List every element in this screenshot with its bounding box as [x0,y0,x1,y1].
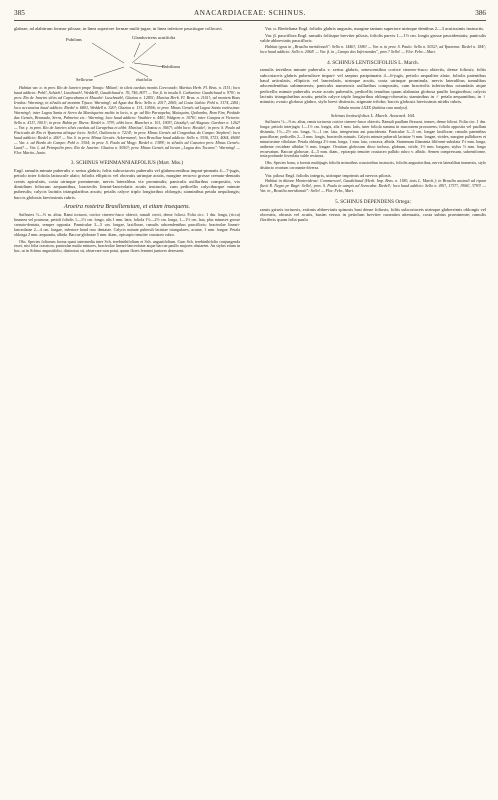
plate-reference: Tabula nostra LXXX (habitus cum analysi). [337,105,409,111]
running-header [14,8,486,20]
variety-diagram [14,33,240,83]
page-number-left: 385 [14,9,25,17]
species-4-description: Suffrutex ½—⅔ m. altus, ramis tortuosis cortice cinereo-fusco obtectis. Ramuli paullum flexuosi, tenues, dense foliosi. Folia circ. 1 dm. longa; petiolo interjugio 1—1½ cm. longis, alis 1 mm. latis, inter foliola summa in mucronem procurrens; foliola opposita vel paullum distantia, 1½—2½ cm. longa, ½—1 cm. lata, integerrima aut pauciderata. Paniculae 3—5 cm. longae laxiflorae, ramulis patentibus pauciflorae, pedicellis 2—3 mm. longis, bracteolis minutis. Calycis minute puberuli laciniae ½ mm. longae, virides, margine pallidiores et minutissime ciliolatae. Petala oblonga 2½ mm. longa, 1 mm. lata, concava, albida. Stamenum filamenta filiformi-subulata 1½ mm. longa, antherae ovoideae albidae ⅓ mm. longae. Ovarium globosum disco incluso, glabrum, viride, 1½ mm. longum; stylus ½ mm. longo recurvatum. Baccae globosae, 4—5 mm. diam., epicarpio tenuiter crustaceo pallido rubro v. albido. Semen compressum, subreniforme, testa profunde foveolata valde resinosa. [260,118,486,159]
vernacular-name: Aroeira rosteira Brasiliensium, et etiam insequens. [63,202,191,210]
species-4-synonym: Schinus lentiscifolius L. March. Anncard. 164. [330,112,416,118]
species-3-diagnosis: Engl. ramulis minute puberulis v. serius glabris; foliis subcoriaceis puberulis vel glabrescentibus impari-pinnatis 4—7-jugis, petiolo inter foliola latiuscule alato; foliolis ellipticis vel obovatis utrinque acutis, margine recurvo grosse crenato-dentatis crenis apiculatis, costa utrinque prominente, nervis lateralibus vix prominulis; paniculis axillaribus compositis, vix dimidium foliorum aequantibus, bracteolis lineari-lanceolatis acutis instructis, cum pedicellis calyciburque minute puberulis; calycis laciniis triangularibus acutis; petalis calyce triplo longioribus oblongis; staminibus petala aequilongis; baccis globosis laevissimis rubris. [14,167,240,200]
diagram-label-pubilans: Pubilans [66,37,82,43]
species-5-diagnosis: ramis griseis tortuosis, extimis abbreviatis spinosis basi dense foliosis; foliis subcoriaceis utrinque glaberrimis oblongis vel obovatis, obtusis vel acutis, basim versus in petiolum breviter cuneatim attenuatis, costa subtus prominente; ramulis floriferis quam folia paulo [260,206,486,223]
species-4-observation: Obs. Species bona, a formis multijugis foliolis minoribus crassioribus instructis, foliolis angustioribus, nervis lateralibus immersis, stylo distincto ovarium coronante diversa. [260,160,486,170]
species-4-heading: 4. SCHINUS LENTISCIFOLIUS L. March. [327,59,419,66]
diagram-lines [14,33,240,83]
species-5-heading: 5. SCHINUS DEPENDENS Ortega: [335,198,411,205]
variety-pilosa: Var. pilosa Engl. foliolis integris, utrinque imprimis ad nervos pilosis. [265,172,392,178]
running-title: ANACARDIACEAE: SCHINUS. [193,9,307,17]
diagram-label-rhoifolia: rhoifolia [136,77,152,83]
species-3-description: Suffrutex ⅓—⅔ m. altus. Rami tortuosi, cortice cinereo-fusco obtecti; ramuli crecti, dense foliosi. Folia circ. 1 dm. longa, (ricca) brunnea vel pruinosa; petioli foliolis 1—1½ cm. longo, alis 1 mm. latis; foliola 1½—2½ cm. longa, 1—1½ cm. lata, plus minusve grosse crenato-dentata, semper opposita. Panniculae 3—5 cm. longae, laxiflorae, ramulis adscendentibus paucifloris; bracteolae lineari-lanceolatae 2—4 cm. longae, inferiore haud raro dentatae. Calycis minute puberuli laciniae triangulares, acutae, 1 mm. longae. Petala oblonga 2 mm. aequantia, albida. Baccae globosae 5 mm. diam., epicarpio tenuiter crustaceo rubro. [14,212,240,237]
left-column [14,26,240,256]
habitat-paragraph: Habitat var. α. in prov. Rio de Janeiro prope Tonajo: Mikan!; in silvis caeduis montis Corcovado: Martius Herb. Fl. Bras. n. 1151; loco haud addicto: Pohl!, Schüch!, Luschnath!, Weddell!, Gaudichaud n. 76, 746, 807! — Var. β. in insula S. Catharina: Gaudichaud n. 970!; in prov. Rio de Janeiro silvis ad Capocabana et Macahé: Luschnath!, Glaziou n. 12851; Martius Herb. Fl. Bras. n. 1161!; ad montem Boas Irmãos: Warming; in silvulis ad montem Tijuca: Warming!; ad Agua dos Reis: Sello n. 2017, 2065; ad Costa Gabia: Pohl n. 3174, 2461; loco accuratius haud addicto: Riedel n. 6801, Weddell n. 320!; Glaziou n. 131, 10566; in prov. Minas Geraës ad Lagoa Santa variissima: Warming!; inter Lagoa Santa et Serra da Mantiqueira multis in locis, n. gr. ad Rio Paraopeba, Maiaquim, Quilombo, Bom Fim, Piedade das Geraës, Brumado, Serra, Palmeira etc.: Warming; loco haud addicto: Vauthier n. 440!, Widgren n. 1076!; inter Campos et Victoria: Sello n. 415!, 1001!; in prov. Bahia pr. Ilheos: Riedel n. 379!; alibi loco: Blanchet n. 101, 1905!, Lhotzky!; ad Alagoas: Gardner n. 1262! — Var. γ. in prov. Rio de Janeiro silvis caeduis ad Carapebus et alibi: Martius!, Glaziou n. 3667!; alibi loco: Hostile!; in prov. S. Paulo ad Piscicado de Rio et Ypanema aliisque locis: Sello!, Ouiliencia n. 7214!; in prov. Minas Geraës ad Congonhas do Campo: Stephen!; loco haud addicto: Riedel n. 260! — Var. δ. in prov. Minas Geraës: Ackermann!; loco Brasiliae haud addicto: Sello n. 3536, 3723, 4064, 4606! — Var. ε. ad Bordo do Campo: Pohl n. 3304; in prov. S. Paulo ad Mogy: Riedel n. 1389!; in silvulis ad Cassoira prov. Minas Geraës: Lund! — Var. ζ. ad Petropolin prov. Rio de Janeiro: Glaziou n. 5050!; prov. Minas Geraës ad locum „Lagoa dos Tocaros": Warming! — Flor. Martio–Junio. [14,85,240,155]
book-page [14,8,486,794]
habitat-paragraph-3: Habitat in ditione Montevidensi: Commerson!, Gaudichaud (Herb. Imp. Bras. n. 1180, tesis L. March.); in Brasilia australi ad ripam fluvii R. Negro pr. Bagé: Sello!; prov. S. Paulo in campis ad Sorocaba: Riedel!; loco haud addicto: Sello n. 481!, 1737!, 1906!, 3793! — Var. in „Brasilia meridionali": Sello! — Flor. Febr., Mart. [260,178,486,194]
diagram-label-sellowsae: Sellowae [76,77,93,83]
habitat-paragraph-2: Habitat typus in „Brasilia meridionali": Sello n. 1446!; 1386! — Var. α. in prov. S. Paulo: Sello n. 5032!; ad Ypanema: Riedel n. 184!; loco haud addicto: Sello n. 2064! — Var. β. in „Campo dos Infernandes", prov.? Sello! — Flor. Febr.—Mart. [260,44,486,55]
diagram-label-rubiliana: Rubiliana [162,64,180,70]
intro-paragraph: glabrae, ad alabitrum formae pilosae, in linea superiore formae multi-jugae, in linea inferiore pauciiugae collocavi. [14,26,223,31]
variety-pauciflora: Var. β. pauciflora Engl. ramulis foliisque breviter pilosis, foliolis parvis 1—1½ cm. longis grosse paucidentatis; paniculis valde abbreviatis paucifloris. [260,32,486,44]
page-number-right: 386 [475,9,486,17]
variety-riedeliana: Var. α. Riedeliana Engl. foliolis glabris angustis, margine tantum superiore utrinque dentibus 2—3 acutissimis instructis. [265,26,485,31]
species-4-diagnosis: ramulis teretibus minute puberulis v. serius glabris, senescentibus cortice cinereo-fusco obtectis, dense foliosis; foliis subcoriaceis glabris puberulisve impari- vel saepius paripinnatis 4—6-jugis, petiolo aequaliter alato; foliolis patentibus haud articulatis, ellipticis vel lanceolatis, utrinque acutis, costa utrinque prominula, nervis lateralibus tomulibus adscendentibus subimmersis; paniculis numerosis axillaribus compositis, cum bracteolis inferioribus rotundatis atque pedicellis minute puberulis ovate acutis puberulis, pedicellis tenuibus quam alabastra globosa paullo longioribus; calycis laciniis triangularibus acutis; petalis calyce triplo longioribus oblongo-obovatis; staminibus in ♂ petala aequantibus, in ♀ minutis; ovario globoso glabro, stylo brevi distincto, stigmate trilobo; baccis globosis laevissimis nitidis rubris. [260,67,486,105]
right-column [260,26,486,224]
species-3-heading: 3. SCHINUS WEINMANNIAEFOLIUS (Mart. Mss.) [70,160,184,167]
header-rule [14,20,486,21]
species-3-observation: Obs. Species foliorum forma quasi intermedia inter Sch. terebinthifolium et Sch. angustifolium. Cum Sch. terebinthifolio conjungenda esset, nisi folia crassiora, paniculae multo minores, bracteolae lineari-lanceolatae atque baccae paullo majores obstarent. An stylus etiam in hac, ut in Schino angustifolio, distinctus sit, observare non potui, quum flores feminei juniores desessent. [14,238,240,254]
diagram-label-glandulosus: Glanduvirens acutifolia [132,35,176,41]
